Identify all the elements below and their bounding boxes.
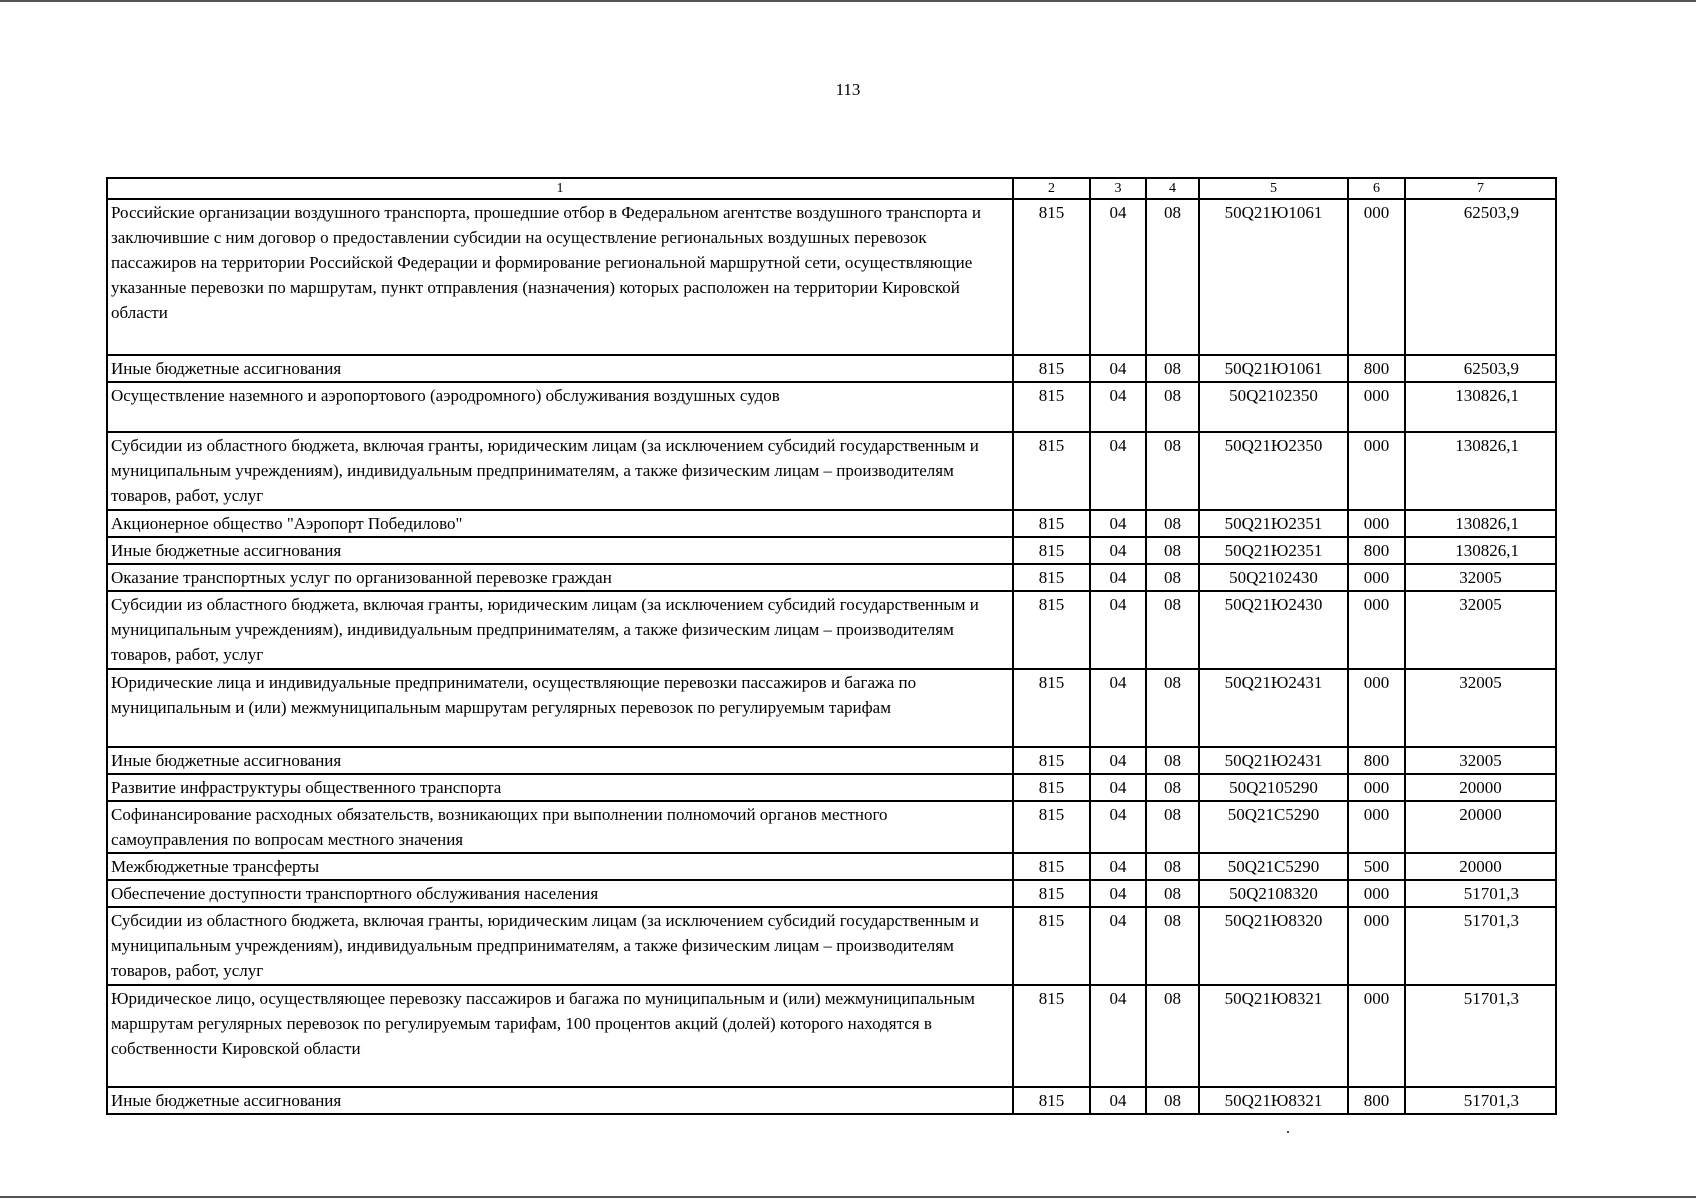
row-expense-type: 000 [1348, 510, 1405, 537]
row-target-code: 50Q21Ю2350 [1199, 432, 1348, 510]
row-target-code: 50Q21Ю8321 [1199, 985, 1348, 1087]
table-row [107, 355, 1556, 382]
row-code-section: 04 [1090, 432, 1146, 510]
row-name: Юридические лица и индивидуальные предприниматели, осуществляющие перевозки пассажиров и багажа по муниципальным и (или) межмуниципальным маршрутам регулярных перевозок по регулируемым тарифам [107, 669, 1013, 747]
table-header-row [107, 178, 1556, 199]
page-number: 113 [835, 80, 861, 99]
column-header: 5 [1199, 178, 1348, 199]
row-name: Обеспечение доступности транспортного обслуживания населения [107, 880, 1013, 907]
row-target-code: 50Q2108320 [1199, 880, 1348, 907]
table-row [107, 591, 1556, 669]
row-amount: 32005 [1405, 591, 1556, 669]
row-code-section: 04 [1090, 510, 1146, 537]
row-amount: 20000 [1405, 801, 1556, 853]
row-amount: 130826,1 [1405, 382, 1556, 432]
row-code-ministry: 815 [1013, 537, 1090, 564]
row-target-code: 50Q21Ю2351 [1199, 537, 1348, 564]
row-name: Осуществление наземного и аэропортового (аэродромного) обслуживания воздушных судов [107, 382, 1013, 432]
row-code-section: 04 [1090, 355, 1146, 382]
row-amount: 62503,9 [1405, 199, 1556, 355]
scan-top-edge [0, 0, 1696, 2]
row-code-ministry: 815 [1013, 564, 1090, 591]
scan-bottom-edge [0, 1196, 1696, 1198]
row-code-ministry: 815 [1013, 382, 1090, 432]
row-code-subsection: 08 [1146, 907, 1199, 985]
row-code-ministry: 815 [1013, 747, 1090, 774]
table-row [107, 774, 1556, 801]
row-code-subsection: 08 [1146, 510, 1199, 537]
table-row [107, 880, 1556, 907]
row-amount: 32005 [1405, 669, 1556, 747]
row-code-subsection: 08 [1146, 853, 1199, 880]
row-code-section: 04 [1090, 985, 1146, 1087]
column-header: 4 [1146, 178, 1199, 199]
row-code-ministry: 815 [1013, 774, 1090, 801]
table-row [107, 382, 1556, 432]
table-row [107, 669, 1556, 747]
row-amount: 51701,3 [1405, 880, 1556, 907]
row-amount: 32005 [1405, 747, 1556, 774]
row-target-code: 50Q21Ю8320 [1199, 907, 1348, 985]
row-code-subsection: 08 [1146, 801, 1199, 853]
row-target-code: 50Q21Ю2431 [1199, 669, 1348, 747]
row-code-subsection: 08 [1146, 1087, 1199, 1114]
row-code-ministry: 815 [1013, 199, 1090, 355]
column-header: 7 [1405, 178, 1556, 199]
row-name: Иные бюджетные ассигнования [107, 355, 1013, 382]
row-expense-type: 000 [1348, 591, 1405, 669]
row-name: Субсидии из областного бюджета, включая гранты, юридическим лицам (за исключением субсидий государственным и муниципальным учреждениям), индивидуальным предпринимателям, а также физическим лицам – производителям товаров, работ, услуг [107, 907, 1013, 985]
row-target-code: 50Q21Ю2431 [1199, 747, 1348, 774]
row-expense-type: 800 [1348, 537, 1405, 564]
row-code-ministry: 815 [1013, 907, 1090, 985]
row-amount: 51701,3 [1405, 907, 1556, 985]
row-amount: 51701,3 [1405, 985, 1556, 1087]
row-target-code: 50Q21Ю1061 [1199, 199, 1348, 355]
row-name: Межбюджетные трансферты [107, 853, 1013, 880]
row-target-code: 50Q2102430 [1199, 564, 1348, 591]
row-target-code: 50Q2102350 [1199, 382, 1348, 432]
row-name: Иные бюджетные ассигнования [107, 1087, 1013, 1114]
row-expense-type: 000 [1348, 907, 1405, 985]
row-name: Российские организации воздушного транспорта, прошедшие отбор в Федеральном агентстве воздушного транспорта и заключившие с ним договор о предоставлении субсидии на осуществление региональных воздушных перевозок пассажиров на территории Российской Федерации и формирование региональной маршрутной сети, осуществляющие указанные перевозки по маршрутам, пункт отправления (назначения) которых расположен на территории Кировской области [107, 199, 1013, 355]
row-code-ministry: 815 [1013, 669, 1090, 747]
row-target-code: 50Q2105290 [1199, 774, 1348, 801]
row-name: Юридическое лицо, осуществляющее перевозку пассажиров и багажа по муниципальным и (или) межмуниципальным маршрутам регулярных перевозок по регулируемым тарифам, 100 процентов акций (долей) которого находятся в собственности Кировской области [107, 985, 1013, 1087]
row-amount: 130826,1 [1405, 537, 1556, 564]
row-code-section: 04 [1090, 564, 1146, 591]
row-expense-type: 500 [1348, 853, 1405, 880]
row-code-section: 04 [1090, 774, 1146, 801]
column-header: 6 [1348, 178, 1405, 199]
row-expense-type: 800 [1348, 355, 1405, 382]
row-code-section: 04 [1090, 537, 1146, 564]
row-code-subsection: 08 [1146, 564, 1199, 591]
row-code-subsection: 08 [1146, 355, 1199, 382]
row-code-section: 04 [1090, 880, 1146, 907]
row-target-code: 50Q21Ю1061 [1199, 355, 1348, 382]
row-code-section: 04 [1090, 382, 1146, 432]
row-code-ministry: 815 [1013, 880, 1090, 907]
row-expense-type: 000 [1348, 199, 1405, 355]
row-amount: 130826,1 [1405, 510, 1556, 537]
row-amount: 20000 [1405, 774, 1556, 801]
table-row [107, 747, 1556, 774]
row-code-section: 04 [1090, 199, 1146, 355]
row-code-ministry: 815 [1013, 355, 1090, 382]
table-row [107, 801, 1556, 853]
row-code-subsection: 08 [1146, 880, 1199, 907]
table-row [107, 907, 1556, 985]
row-code-subsection: 08 [1146, 747, 1199, 774]
row-code-section: 04 [1090, 747, 1146, 774]
row-code-subsection: 08 [1146, 432, 1199, 510]
row-expense-type: 000 [1348, 669, 1405, 747]
row-code-section: 04 [1090, 853, 1146, 880]
row-code-ministry: 815 [1013, 853, 1090, 880]
row-expense-type: 000 [1348, 382, 1405, 432]
table-row [107, 1087, 1556, 1114]
row-code-ministry: 815 [1013, 432, 1090, 510]
row-expense-type: 000 [1348, 801, 1405, 853]
row-code-subsection: 08 [1146, 537, 1199, 564]
row-code-section: 04 [1090, 907, 1146, 985]
row-name: Субсидии из областного бюджета, включая гранты, юридическим лицам (за исключением субсидий государственным и муниципальным учреждениям), индивидуальным предпринимателям, а также физическим лицам – производителям товаров, работ, услуг [107, 432, 1013, 510]
row-amount: 32005 [1405, 564, 1556, 591]
row-expense-type: 000 [1348, 432, 1405, 510]
row-expense-type: 000 [1348, 774, 1405, 801]
row-expense-type: 000 [1348, 985, 1405, 1087]
row-amount: 130826,1 [1405, 432, 1556, 510]
row-name: Иные бюджетные ассигнования [107, 747, 1013, 774]
row-code-section: 04 [1090, 801, 1146, 853]
row-code-subsection: 08 [1146, 199, 1199, 355]
row-target-code: 50Q21Ю2351 [1199, 510, 1348, 537]
row-code-subsection: 08 [1146, 774, 1199, 801]
row-expense-type: 000 [1348, 564, 1405, 591]
row-name: Софинансирование расходных обязательств, возникающих при выполнении полномочий органов местного самоуправления по вопросам местного значения [107, 801, 1013, 853]
column-header: 2 [1013, 178, 1090, 199]
row-code-ministry: 815 [1013, 591, 1090, 669]
row-name: Субсидии из областного бюджета, включая гранты, юридическим лицам (за исключением субсидий государственным и муниципальным учреждениям), индивидуальным предпринимателям, а также физическим лицам – производителям товаров, работ, услуг [107, 591, 1013, 669]
row-code-ministry: 815 [1013, 801, 1090, 853]
row-name: Иные бюджетные ассигнования [107, 537, 1013, 564]
row-code-section: 04 [1090, 1087, 1146, 1114]
row-code-subsection: 08 [1146, 382, 1199, 432]
row-name: Оказание транспортных услуг по организованной перевозке граждан [107, 564, 1013, 591]
row-code-section: 04 [1090, 591, 1146, 669]
table-row [107, 199, 1556, 355]
row-name: Развитие инфраструктуры общественного транспорта [107, 774, 1013, 801]
row-code-subsection: 08 [1146, 591, 1199, 669]
row-code-ministry: 815 [1013, 510, 1090, 537]
row-code-subsection: 08 [1146, 669, 1199, 747]
table-row [107, 537, 1556, 564]
row-code-section: 04 [1090, 669, 1146, 747]
row-name: Акционерное общество "Аэропорт Победилово" [107, 510, 1013, 537]
row-amount: 62503,9 [1405, 355, 1556, 382]
scan-speck [1287, 1131, 1289, 1133]
table-row [107, 510, 1556, 537]
table-row [107, 564, 1556, 591]
row-target-code: 50Q21Ю8321 [1199, 1087, 1348, 1114]
budget-table [106, 177, 1557, 1115]
row-expense-type: 000 [1348, 880, 1405, 907]
row-code-ministry: 815 [1013, 1087, 1090, 1114]
column-header: 1 [107, 178, 1013, 199]
row-code-ministry: 815 [1013, 985, 1090, 1087]
row-code-subsection: 08 [1146, 985, 1199, 1087]
row-expense-type: 800 [1348, 1087, 1405, 1114]
row-target-code: 50Q21С5290 [1199, 801, 1348, 853]
table-row [107, 985, 1556, 1087]
row-amount: 51701,3 [1405, 1087, 1556, 1114]
table-row [107, 432, 1556, 510]
row-amount: 20000 [1405, 853, 1556, 880]
table-row [107, 853, 1556, 880]
row-expense-type: 800 [1348, 747, 1405, 774]
row-target-code: 50Q21Ю2430 [1199, 591, 1348, 669]
row-target-code: 50Q21С5290 [1199, 853, 1348, 880]
column-header: 3 [1090, 178, 1146, 199]
